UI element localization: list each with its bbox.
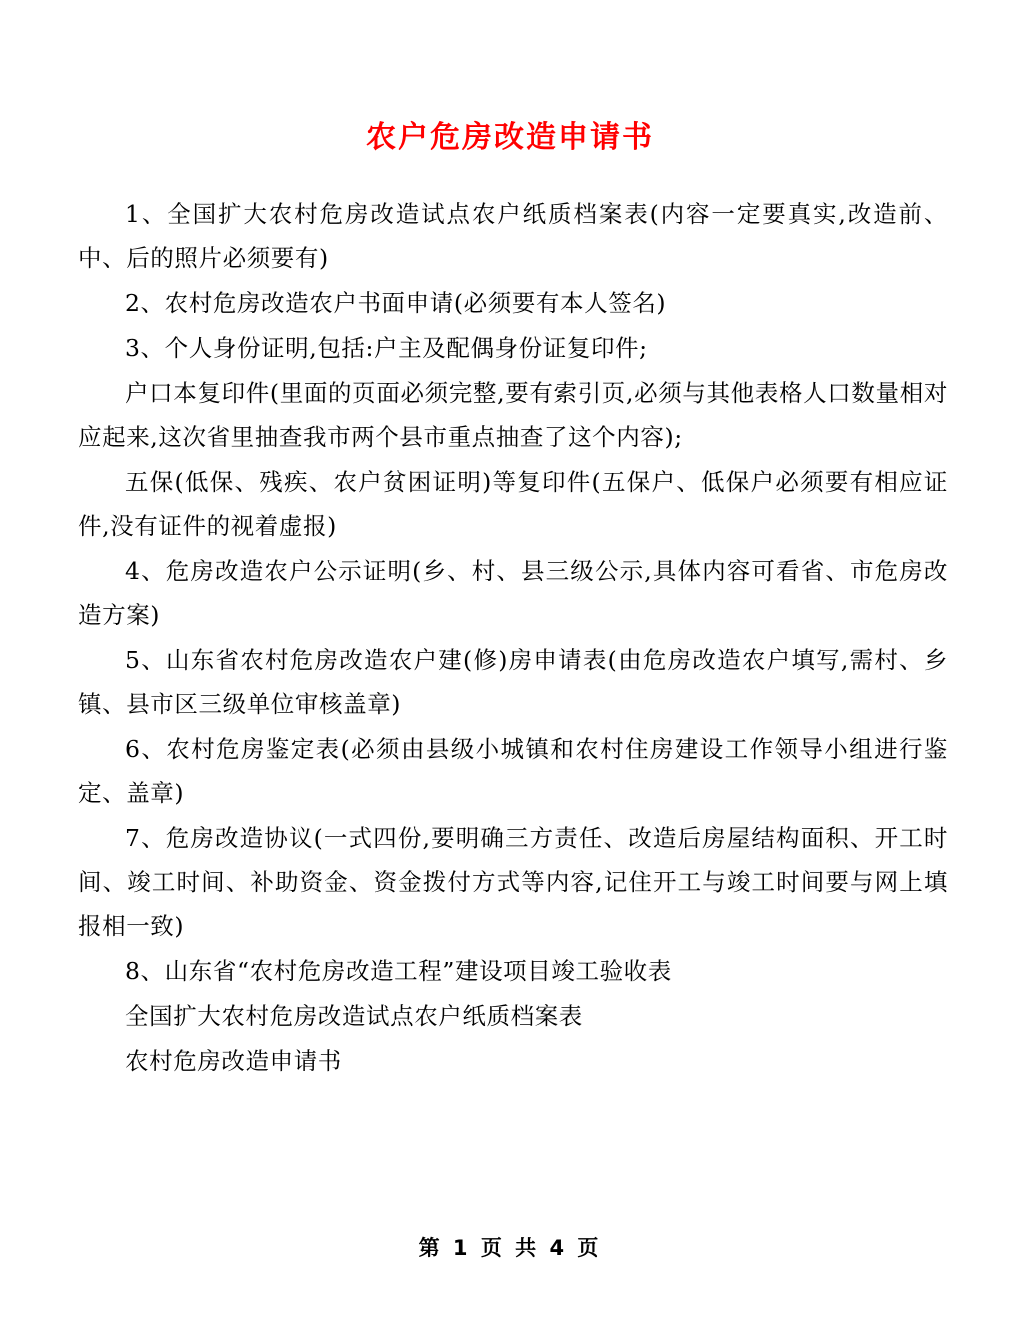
paragraph-1: 1、全国扩大农村危房改造试点农户纸质档案表(内容一定要真实,改造前、中、后的照片必须要有)	[78, 200, 948, 272]
paragraph-12: 农村危房改造申请书	[125, 1047, 342, 1075]
paragraph-8: 6、农村危房鉴定表(必须由县级小城镇和农村住房建设工作领导小组进行鉴定、盖章)	[78, 735, 948, 807]
paragraph-4: 户口本复印件(里面的页面必须完整,要有索引页,必须与其他表格人口数量相对应起来,这次省里抽查我市两个县市重点抽查了这个内容);	[78, 379, 948, 451]
paragraph-9: 7、危房改造协议(一式四份,要明确三方责任、改造后房屋结构面积、开工时间、竣工时间、补助资金、资金拨付方式等内容,记住开工与竣工时间要与网上填报相一致)	[78, 824, 948, 940]
paragraph-7: 5、山东省农村危房改造农户建(修)房申请表(由危房改造农户填写,需村、乡镇、县市区三级单位审核盖章)	[78, 646, 948, 718]
document-body	[0, 192, 1020, 1083]
paragraph-10: 8、山东省“农村危房改造工程”建设项目竣工验收表	[125, 957, 672, 985]
paragraph-6: 4、危房改造农户公示证明(乡、村、县三级公示,具体内容可看省、市危房改造方案)	[78, 557, 948, 629]
page-footer	[0, 1232, 1020, 1262]
page-number: 第 1 页 共 4 页	[418, 1236, 602, 1260]
paragraph-5: 五保(低保、残疾、农户贫困证明)等复印件(五保户、低保户必须要有相应证件,没有证件的视着虚报)	[78, 468, 948, 540]
paragraph-2: 2、农村危房改造农户书面申请(必须要有本人签名)	[125, 289, 667, 317]
paragraph-3: 3、个人身份证明,包括:户主及配偶身份证复印件;	[125, 334, 648, 362]
page-title: 农户危房改造申请书	[366, 120, 654, 155]
paragraph-11: 全国扩大农村危房改造试点农户纸质档案表	[125, 1002, 583, 1030]
